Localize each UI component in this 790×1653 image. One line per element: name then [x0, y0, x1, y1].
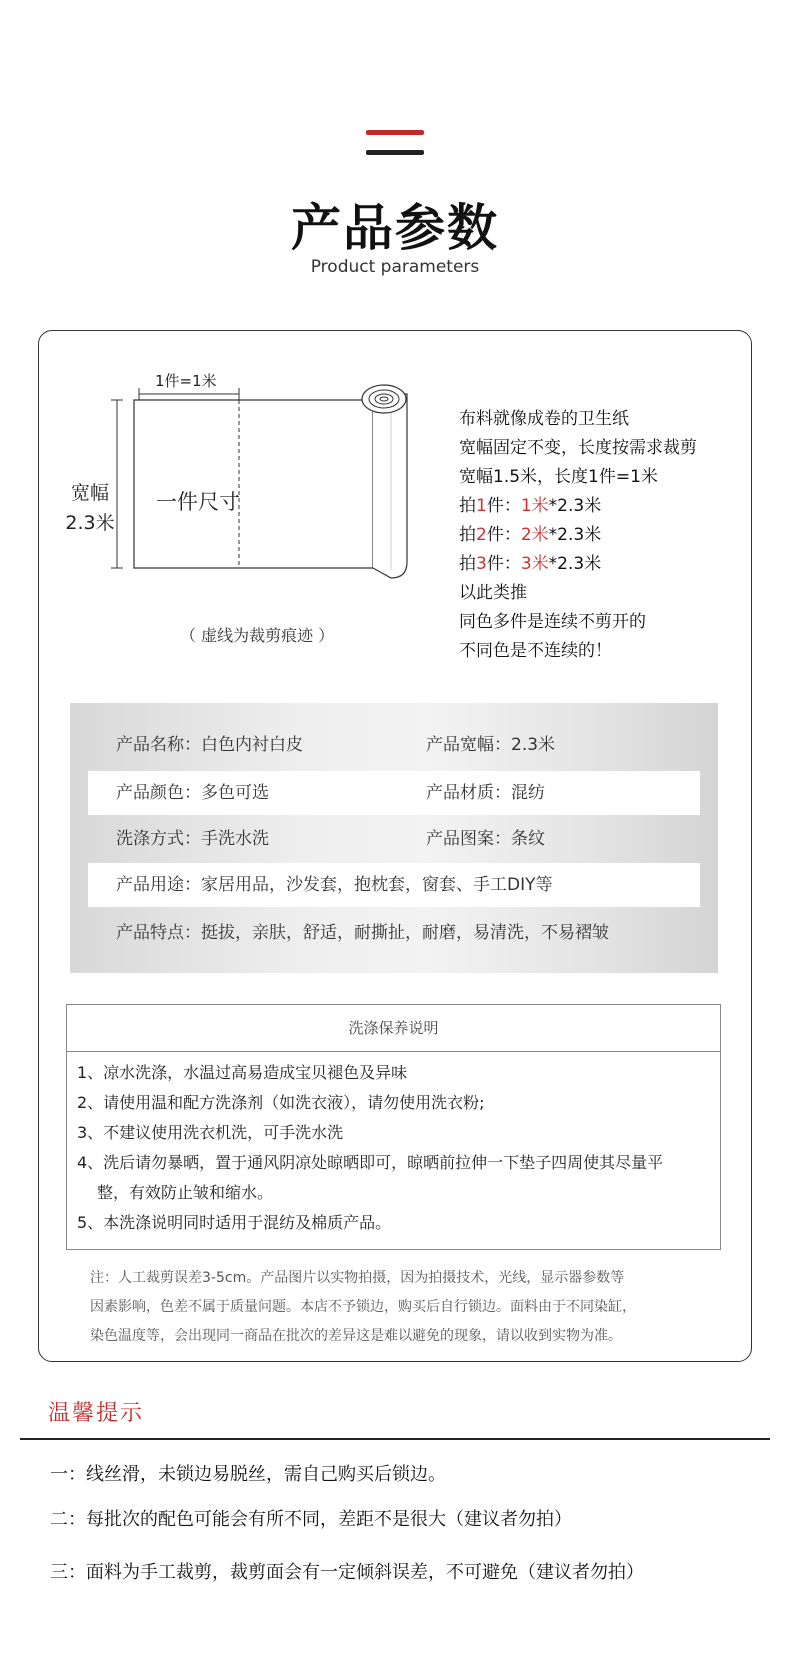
- param-row: [88, 911, 700, 955]
- care-title: 洗涤保养说明: [67, 1005, 720, 1052]
- desc-line-example-3: 拍3件：3米*2.3米: [459, 554, 602, 574]
- note-line: 注：人工裁剪误差3-5cm。产品图片以实物拍摄，因为拍摄技术，光线，显示器参数等: [90, 1270, 625, 1286]
- width-label: [60, 478, 120, 538]
- care-item: 1、凉水洗涤，水温过高易造成宝贝褪色及异味: [77, 1063, 408, 1082]
- param-color: 产品颜色：多色可选: [116, 783, 269, 803]
- dash-line-note: （ 虚线为裁剪痕迹 ）: [180, 626, 335, 645]
- param-width: 产品宽幅：2.3米: [426, 735, 556, 755]
- tips-title: 温馨提示: [48, 1401, 145, 1426]
- param-row: [88, 817, 700, 861]
- note-line: 因素影响，色差不属于质量问题。本店不予锁边，购买后自行锁边。面料由于不同染缸，: [90, 1299, 636, 1315]
- desc-line: 布料就像成卷的卫生纸: [459, 409, 629, 429]
- product-parameter-table: [70, 703, 718, 973]
- width-label-title: 宽幅: [70, 482, 109, 504]
- param-usage: 产品用途：家居用品，沙发套，抱枕套，窗套、手工DIY等: [116, 875, 553, 895]
- care-instructions-box: [66, 1004, 721, 1250]
- desc-line: 以此类推: [459, 583, 527, 603]
- fabric-sheet: [134, 400, 373, 568]
- desc-line: 同色多件是连续不剪开的: [459, 612, 646, 632]
- desc-line: 宽幅固定不变，长度按需求裁剪: [459, 438, 697, 458]
- desc-line: 不同色是不连续的！: [459, 641, 612, 661]
- param-material: 产品材质：混纺: [426, 783, 545, 803]
- page-subtitle: Product parameters: [310, 257, 480, 277]
- care-item: 2、请使用温和配方洗涤剂（如洗衣液），请勿使用洗衣粉;: [77, 1093, 485, 1112]
- param-row: [88, 723, 700, 767]
- roll-unit-label: 1件=1米: [155, 372, 217, 390]
- care-item: 5、本洗涤说明同时适用于混纺及棉质产品。: [77, 1213, 392, 1232]
- desc-line-example-2: 拍2件：2米*2.3米: [459, 525, 602, 545]
- roll-description: [459, 405, 697, 666]
- width-label-value: 2.3米: [65, 512, 115, 534]
- care-list: [67, 1052, 720, 1238]
- tip-item-2: 二：每批次的配色可能会有所不同，差距不是很大（建议者勿拍）: [50, 1509, 572, 1530]
- piece-size-label: 一件尺寸: [156, 490, 240, 514]
- title-accent-red-bar: [366, 130, 424, 135]
- care-item-continued: 整，有效防止皱和缩水。: [97, 1183, 274, 1202]
- note-line: 染色温度等，会出现同一商品在批次的差异这是难以避免的现象，请以收到实物为准。: [90, 1328, 622, 1344]
- tips-divider: [20, 1438, 770, 1440]
- param-pattern: 产品图案：条纹: [426, 829, 545, 849]
- param-row: [88, 863, 700, 907]
- title-accent-black-bar: [366, 150, 424, 155]
- desc-line: 宽幅1.5米，长度1件=1米: [459, 467, 658, 487]
- param-wash-method: 洗涤方式：手洗水洗: [116, 829, 269, 849]
- care-item: 4、洗后请勿暴晒，置于通风阴凉处晾晒即可，晾晒前拉伸一下垫子四周使其尽量平: [77, 1153, 664, 1172]
- tip-item-1: 一：线丝滑，未锁边易脱丝，需自己购买后锁边。: [50, 1464, 446, 1485]
- tip-item-3: 三：面料为手工裁剪，裁剪面会有一定倾斜误差，不可避免（建议者勿拍）: [50, 1562, 644, 1583]
- param-features: 产品特点：挺拔，亲肤，舒适，耐撕扯，耐磨，易清洗，不易褶皱: [116, 923, 609, 943]
- desc-line-example-1: 拍1件：1米*2.3米: [459, 496, 602, 516]
- page-title: 产品参数: [291, 199, 499, 257]
- param-product-name: 产品名称：白色内衬白皮: [116, 735, 303, 755]
- disclaimer-note: [90, 1264, 690, 1351]
- param-row: [88, 771, 700, 815]
- care-item: 3、不建议使用洗衣机洗，可手洗水洗: [77, 1123, 344, 1142]
